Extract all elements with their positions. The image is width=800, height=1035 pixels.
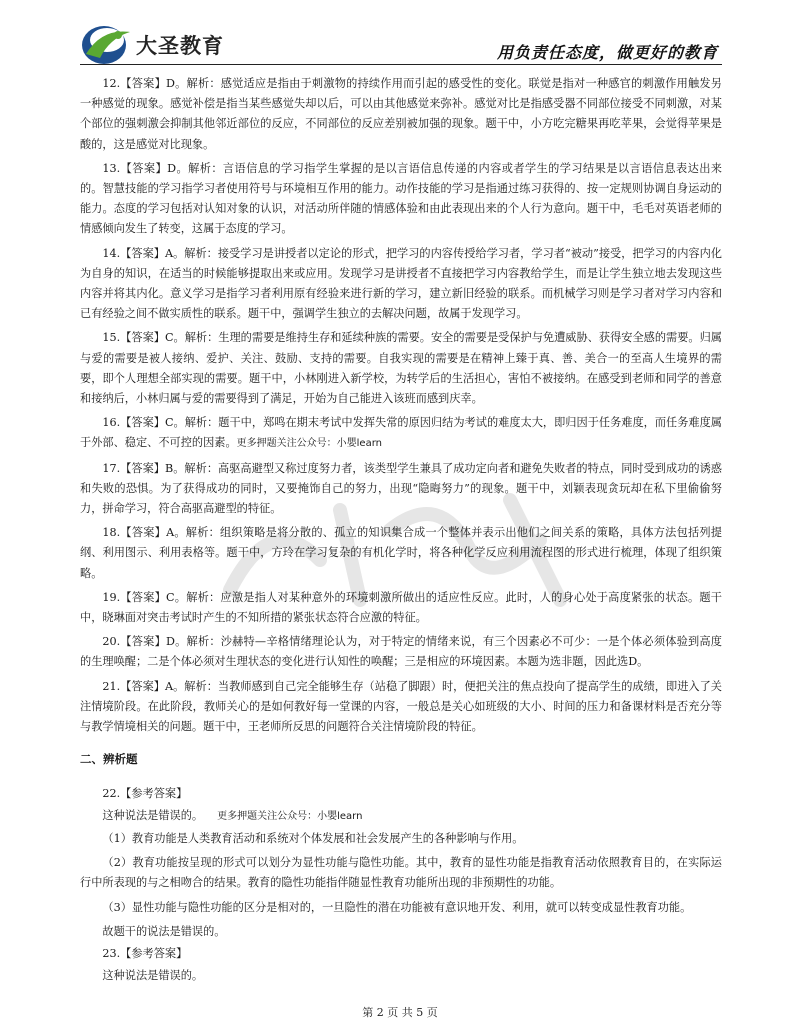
q22-conclusion: 故题干的说法是错误的。 — [102, 924, 226, 938]
answer-16 — [80, 413, 722, 454]
brand-name: 大圣教育 — [136, 34, 224, 58]
q22-heading: 22.【参考答案】 — [102, 786, 188, 800]
q22-point-2: （2）教育功能按呈现的形式可以划分为显性功能与隐性功能。其中，教育的显性功能是指教育活动依照教育目的，在实际运行中所表现的与之相吻合的结果。教育的隐性功能指伴随显性教育功能所出现的非预期性的功能。 — [80, 856, 722, 890]
answer-15: 15.【答案】C。解析：生理的需要是维持生存和延续种族的需要。安全的需要是受保护与免遭威胁、获得安全感的需要。归属与爱的需要是被人接纳、爱护、关注、鼓励、支持的需要。自我实现的需要是在精神上臻于真、善、美合一的至高人生境界的需要，即个人理想全部实现的需要。题干中，小林刚进入新学校，为转学后的生活担心，害怕不被接纳。在感受到老师和同学的善意和接纳后，小林归属与爱的需要得到了满足，开始为自己能进入该班而感到庆幸。 — [80, 331, 722, 406]
answer-21: 21.【答案】A。解析：当教师感到自己完全能够生存（站稳了脚跟）时，便把关注的焦点投向了提高学生的成绩，即进入了关注情境阶段。在此阶段，教师关心的是如何教好每一堂课的内容，一般总是关心如班级的大小、时间的压力和备课材料是否充分等与教学情境相关的问题。题干中，王老师所反思的问题符合关注情境阶段的特征。 — [80, 679, 722, 734]
q22-verdict-line — [80, 806, 722, 827]
page-header — [0, 0, 800, 72]
answer-19: 19.【答案】C。解析：应激是指人对某种意外的环境刺激所做出的适应性反应。此时，人的身心处于高度紧张的状态。题干中，晓琳面对突击考试时产生的不知所措的紧张状态符合应激的特征。 — [80, 590, 722, 625]
answer-13: 13.【答案】D。解析：言语信息的学习指学生掌握的是以言语信息传递的内容或者学生的学习结果是以言语信息表达出来的。智慧技能的学习指学习者使用符号与环境相互作用的能力。动作技能的学习是指通过练习获得的、按一定规则协调自身运动的能力。态度的学习包括对认知对象的认识，对活动所伴随的情感体验和由此表现出来的个人行为意向。题干中，毛毛对英语老师的情感倾向发生了转变，这属于态度的学习。 — [80, 161, 722, 236]
q23-heading: 23.【参考答案】 — [102, 946, 188, 960]
q22-point-1: （1）教育功能是人类教育活动和系统对个体发展和社会发展产生的各种影响与作用。 — [102, 831, 524, 845]
header-slogan: 用负责任态度，做更好的教育 — [496, 43, 718, 62]
header-divider — [80, 64, 722, 65]
answer-14: 14.【答案】A。解析：接受学习是讲授者以定论的形式，把学习的内容传授给学习者，学习者“被动”接受，把学习的内容内化为自身的知识，在适当的时候能够提取出来或应用。发现学习是讲授者不直接把学习内容教给学生，而是让学生独立地去发现这些内容并将其内化。意义学习是指学习者利用原有经验来进行新的学习，建立新旧经验的联系。而机械学习则是学习者对学习内容和已有经验之间不做实质性的联系。题干中，强调学生独立的去解决问题，故属于发现学习。 — [80, 246, 722, 321]
answer-18: 18.【答案】A。解析：组织策略是将分散的、孤立的知识集合成一个整体并表示出他们之间关系的策略，具体方法包括列提纲、利用图示、利用表格等。题干中，方玲在学习复杂的有机化学时，将各种化学反应利用流程图的形式进行梳理，体现了组织策略。 — [80, 526, 722, 580]
q22-point-3: （3）显性功能与隐性功能的区分是相对的，一旦隐性的潜在功能被有意识地开发、利用，就可以转变成显性教育功能。 — [102, 900, 692, 914]
section-title: 二、辨析题 — [80, 752, 138, 767]
answer-16-text: 16.【答案】C。解析：题干中，郑鸣在期末考试中发挥失常的原因归结为考试的难度太大，即归因于任务难度，而任务难度属于外部、稳定、不可控的因素。 — [80, 416, 722, 450]
promo-note: 更多押题关注公众号：小嬰learn — [236, 438, 382, 450]
answer-17: 17.【答案】B。解析：高驱高避型又称过度努力者，该类型学生兼具了成功定向者和避免失败者的特点，同时受到成功的诱惑和失败的恐惧。为了获得成功的同时，又要掩饰自己的努力，出现“隐晦努力”的现象。题干中，刘颖表现贪玩却在私下里偷偷努力，拼命学习，符合高驱高避型的特征。 — [80, 461, 722, 516]
q23-verdict: 这种说法是错误的。 — [102, 969, 204, 983]
brand-logo-icon — [80, 18, 132, 70]
document-body — [80, 74, 722, 988]
answer-20: 20.【答案】D。解析：沙赫特—辛格情绪理论认为，对于特定的情绪来说，有三个因素必不可少：一是个体必须体验到高度的生理唤醒；二是个体必须对生理状态的变化进行认知性的唤醒；三是相应的环境因素。本题为选非题，因此选D。 — [80, 635, 722, 669]
q22-verdict: 这种说法是错误的。 — [102, 808, 204, 822]
answer-12: 12.【答案】D。解析：感觉适应是指由于刺激物的持续作用而引起的感受性的变化。联觉是指对一种感官的刺激作用触发另一种感觉的现象。感觉补偿是指当某些感觉失却以后，可以由其他感觉来弥补。感觉对比是指感受器不同部位接受不同刺激，对某个部位的强刺激会抑制其他邻近部位的反应，不同部位的反应差别被加强的现象。题干中，小方吃完糖果再吃苹果，会觉得苹果是酸的，这是感觉对比现象。 — [80, 77, 722, 151]
promo-note-2: 更多押题关注公众号：小嬰learn — [217, 810, 363, 822]
page-number: 第 2 页 共 5 页 — [362, 1006, 438, 1019]
